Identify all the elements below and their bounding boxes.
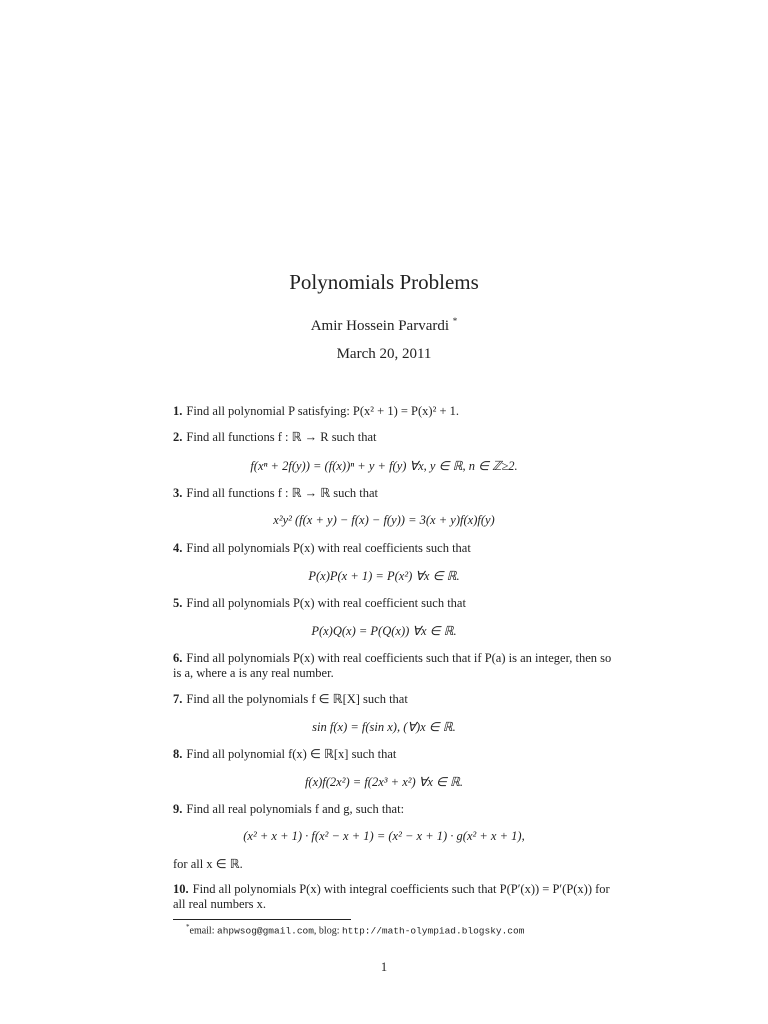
- problem-4-equation: P(x)P(x + 1) = P(x²) ∀x ∈ ℝ.: [308, 569, 460, 583]
- problem-3-equation: x²y² (f(x + y) − f(x) − f(y)) = 3(x + y)f(x)f(y): [273, 513, 495, 527]
- problem-4: 4. Find all polynomials P(x) with real coefficients such that: [173, 541, 471, 555]
- footnote-mark: *: [186, 923, 190, 931]
- footnote: [186, 923, 524, 936]
- author-line: [0, 316, 768, 335]
- paper-date: March 20, 2011: [336, 346, 432, 362]
- footnote-email-label: email:: [189, 925, 215, 937]
- problem-5-equation: P(x)Q(x) = P(Q(x)) ∀x ∈ ℝ.: [311, 624, 457, 638]
- footnote-email[interactable]: ahpwsog@gmail.com: [217, 925, 314, 937]
- problem-9-after: for all x ∈ ℝ.: [173, 857, 243, 871]
- problem-8: 8. Find all polynomial f(x) ∈ ℝ[x] such that: [173, 747, 397, 761]
- problem-9: 9. Find all real polynomials f and g, such that:: [173, 802, 405, 816]
- problem-7: 7. Find all the polynomials f ∈ ℝ[X] such that: [173, 692, 408, 706]
- problem-2-equation: f(xⁿ + 2f(y)) = (f(x))ⁿ + y + f(y) ∀x, y ∈ ℝ, n ∈ ℤ≥2.: [250, 459, 518, 473]
- footnote-blog-label: , blog:: [313, 925, 340, 937]
- problem-3: 3. Find all functions f : ℝ → ℝ such that: [173, 486, 379, 500]
- problem-2: 2. Find all functions f : ℝ → R such that: [173, 430, 377, 444]
- problem-10: 10. Find all polynomials P(x) with integral coefficients such that P(P′(x)) = P′(P(x)) for all real numbers x.: [173, 882, 610, 911]
- author-name: Amir Hossein Parvardi: [310, 318, 450, 334]
- problem-1: 1. Find all polynomial P satisfying: P(x² + 1) = P(x)² + 1.: [173, 404, 460, 418]
- problem-9-equation: (x² + x + 1) · f(x² − x + 1) = (x² − x + 1) · g(x² + x + 1),: [243, 829, 525, 843]
- problem-5: 5. Find all polynomials P(x) with real coefficient such that: [173, 596, 466, 610]
- paper-title: Polynomials Problems: [289, 270, 479, 294]
- problem-6: 6. Find all polynomials P(x) with real coefficients such that if P(a) is an integer, then so is a, where a is any real number.: [173, 651, 612, 680]
- footnote-blog-link[interactable]: http://math-olympiad.blogsky.com: [341, 925, 525, 937]
- author-footnote-mark: *: [452, 316, 458, 326]
- page-number: 1: [380, 960, 388, 974]
- footnote-rule: [173, 919, 351, 920]
- problem-7-equation: sin f(x) = f(sin x), (∀)x ∈ ℝ.: [312, 720, 456, 734]
- problem-8-equation: f(x)f(2x²) = f(2x³ + x²) ∀x ∈ ℝ.: [304, 775, 464, 789]
